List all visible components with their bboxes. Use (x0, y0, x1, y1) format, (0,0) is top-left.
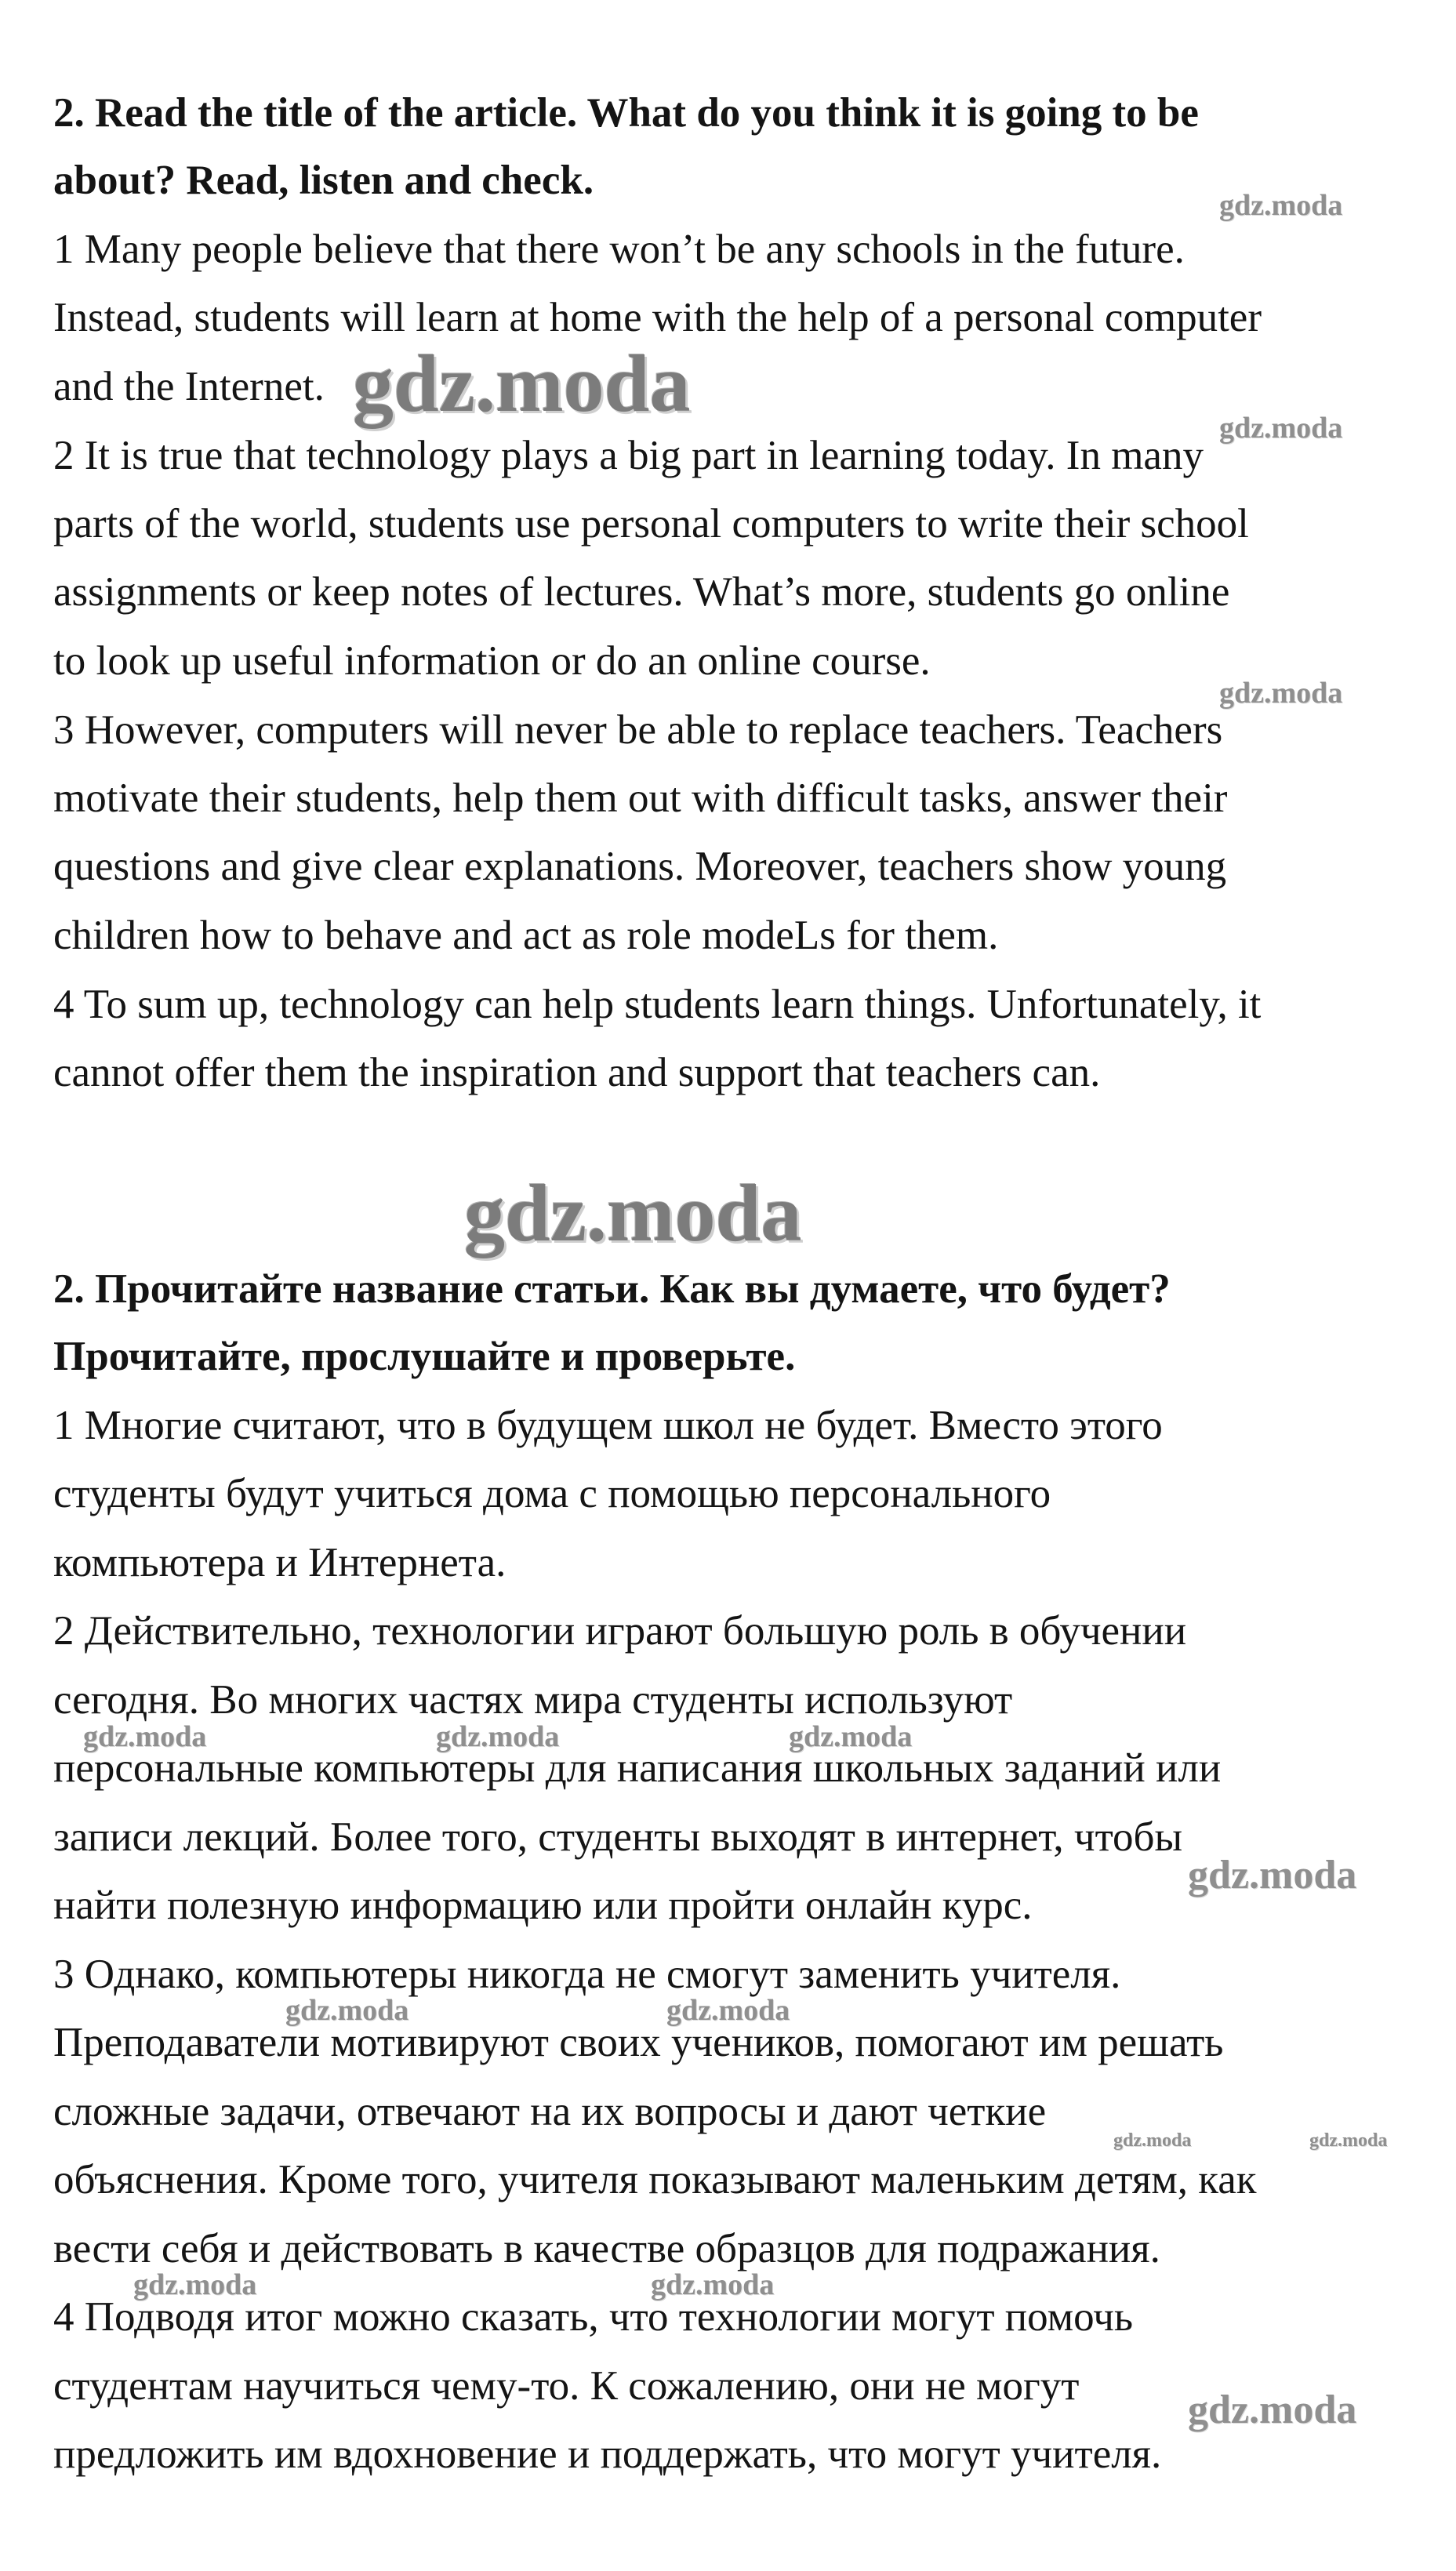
watermark: gdz.moda (1188, 1853, 1357, 1897)
russian-body-line: предложить им вдохновение и поддержать, что могут учителя. (53, 2431, 1162, 2477)
russian-body-line: студентам научиться чему-то. К сожалению, они не могут (53, 2363, 1080, 2409)
english-body-line: Instead, students will learn at home with the help of a personal computer (53, 295, 1262, 340)
english-heading-line-1: 2. Read the title of the article. What do you think it is going to be (53, 90, 1199, 136)
english-body-line: 3 However, computers will never be able to replace teachers. Teachers (53, 707, 1223, 753)
watermark: gdz.moda (1113, 2130, 1192, 2151)
russian-body-line: персональные компьютеры для написания школьных заданий или (53, 1745, 1222, 1791)
russian-body-line: Преподаватели мотивируют своих учеников, помогают им решать (53, 2020, 1224, 2065)
english-body-line: to look up useful information or do an online course. (53, 638, 931, 684)
russian-heading-line-2: Прочитайте, прослушайте и проверьте. (53, 1334, 796, 1379)
english-body-line: 4 To sum up, technology can help students learn things. Unfortunately, it (53, 982, 1262, 1027)
english-heading-line-2: about? Read, listen and check. (53, 158, 594, 203)
russian-body-line: 3 Однако, компьютеры никогда не смогут заменить учителя. (53, 1952, 1121, 1997)
watermark: gdz.moda (1219, 189, 1343, 222)
watermark: gdz.moda (285, 1994, 409, 2027)
russian-heading-line-1: 2. Прочитайте название статьи. Как вы думаете, что будет? (53, 1266, 1171, 1312)
watermark: gdz.moda (464, 1168, 802, 1258)
watermark: gdz.moda (353, 339, 691, 429)
russian-body-line: сложные задачи, отвечают на их вопросы и дают четкие (53, 2089, 1047, 2134)
watermark: gdz.moda (651, 2268, 775, 2301)
watermark: gdz.moda (83, 1720, 207, 1753)
english-body-line: children how to behave and act as role modeLs for them. (53, 913, 999, 958)
watermark: gdz.moda (1309, 2130, 1388, 2151)
english-body-line: questions and give clear explanations. Moreover, teachers show young (53, 844, 1227, 889)
russian-body-line: 4 Подводя итог можно сказать, что технологии могут помочь (53, 2294, 1134, 2340)
english-body-line: motivate their students, help them out with difficult tasks, answer their (53, 775, 1228, 821)
watermark: gdz.moda (133, 2268, 257, 2301)
watermark: gdz.moda (1219, 412, 1343, 445)
watermark: gdz.moda (1188, 2388, 1357, 2432)
russian-body-line: записи лекций. Более того, студенты выходят в интернет, чтобы (53, 1814, 1183, 1860)
russian-body-line: вести себя и действовать в качестве образцов для подражания. (53, 2226, 1160, 2271)
russian-body-line: сегодня. Во многих частях мира студенты используют (53, 1677, 1013, 1723)
russian-body-line: студенты будут учиться дома с помощью персонального (53, 1471, 1051, 1516)
russian-body-line: найти полезную информацию или пройти онлайн курс. (53, 1883, 1033, 1928)
russian-body-line: 1 Многие считают, что в будущем школ не будет. Вместо этого (53, 1403, 1163, 1448)
russian-body-line: компьютера и Интернета. (53, 1540, 507, 1585)
english-body-line: 1 Many people believe that there won’t be any schools in the future. (53, 227, 1185, 272)
english-body-line: and the Internet. (53, 364, 325, 409)
watermark: gdz.moda (666, 1994, 790, 2027)
watermark: gdz.moda (789, 1720, 913, 1753)
english-body-line: assignments or keep notes of lectures. What’s more, students go online (53, 569, 1230, 615)
english-body-line: cannot offer them the inspiration and support that teachers can. (53, 1050, 1101, 1095)
english-body-line: parts of the world, students use personal computers to write their school (53, 501, 1249, 547)
russian-body-line: объяснения. Кроме того, учителя показывают маленьким детям, как (53, 2157, 1257, 2202)
russian-body-line: 2 Действительно, технологии играют большую роль в обучении (53, 1608, 1187, 1654)
watermark: gdz.moda (436, 1720, 560, 1753)
english-body-line: 2 It is true that technology plays a big part in learning today. In many (53, 433, 1204, 478)
watermark: gdz.moda (1219, 677, 1343, 710)
